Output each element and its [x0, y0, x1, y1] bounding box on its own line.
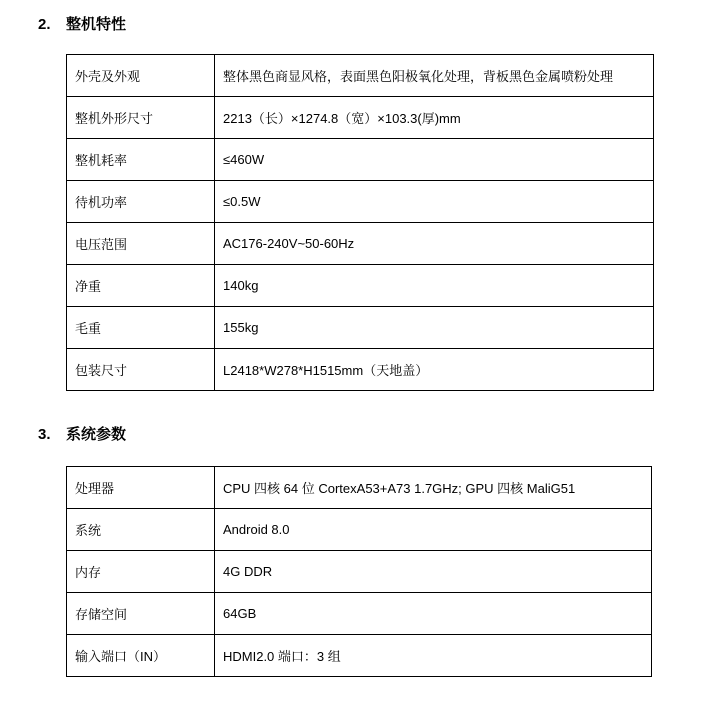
row-label: 存储空间	[67, 593, 215, 635]
table-row	[67, 265, 654, 307]
table-row	[67, 55, 654, 97]
row-value: CPU 四核 64 位 CortexA53+A73 1.7GHz; GPU 四核 MaliG51	[215, 467, 652, 509]
row-value: 155kg	[215, 307, 654, 349]
section-3-heading	[38, 426, 126, 444]
row-label: 整机耗率	[67, 139, 215, 181]
section-3-number: 3.	[38, 426, 51, 443]
table-row	[67, 467, 652, 509]
table-row	[67, 307, 654, 349]
row-value: ≤460W	[215, 139, 654, 181]
row-label: 外壳及外观	[67, 55, 215, 97]
section-2-title: 整机特性	[66, 16, 127, 33]
row-value: L2418*W278*H1515mm（天地盖）	[215, 349, 654, 391]
table-row	[67, 181, 654, 223]
table-row	[67, 509, 652, 551]
section-2-heading	[38, 16, 126, 34]
row-label: 处理器	[67, 467, 215, 509]
row-label: 待机功率	[67, 181, 215, 223]
table-row	[67, 551, 652, 593]
row-value: HDMI2.0 端口：3 组	[215, 635, 652, 677]
system-parameters-table	[66, 466, 652, 677]
row-label: 系统	[67, 509, 215, 551]
section-3-title: 系统参数	[66, 426, 127, 443]
row-label: 包装尺寸	[67, 349, 215, 391]
row-value: Android 8.0	[215, 509, 652, 551]
table-row	[67, 635, 652, 677]
row-label: 整机外形尺寸	[67, 97, 215, 139]
row-value: 整体黑色商显风格，表面黑色阳极氧化处理，背板黑色金属喷粉处理	[215, 55, 654, 97]
row-label: 电压范围	[67, 223, 215, 265]
row-value: 4G DDR	[215, 551, 652, 593]
row-value: 2213（长）×1274.8（宽）×103.3(厚)mm	[215, 97, 654, 139]
row-label: 净重	[67, 265, 215, 307]
row-label: 输入端口（IN）	[67, 635, 215, 677]
row-value: ≤0.5W	[215, 181, 654, 223]
table-row	[67, 97, 654, 139]
row-value: 64GB	[215, 593, 652, 635]
row-label: 毛重	[67, 307, 215, 349]
section-2-number: 2.	[38, 16, 51, 33]
table-row	[67, 223, 654, 265]
row-label: 内存	[67, 551, 215, 593]
table-row	[67, 349, 654, 391]
machine-features-table	[66, 54, 654, 391]
table-row	[67, 139, 654, 181]
row-value: AC176-240V~50-60Hz	[215, 223, 654, 265]
row-value: 140kg	[215, 265, 654, 307]
table-row	[67, 593, 652, 635]
